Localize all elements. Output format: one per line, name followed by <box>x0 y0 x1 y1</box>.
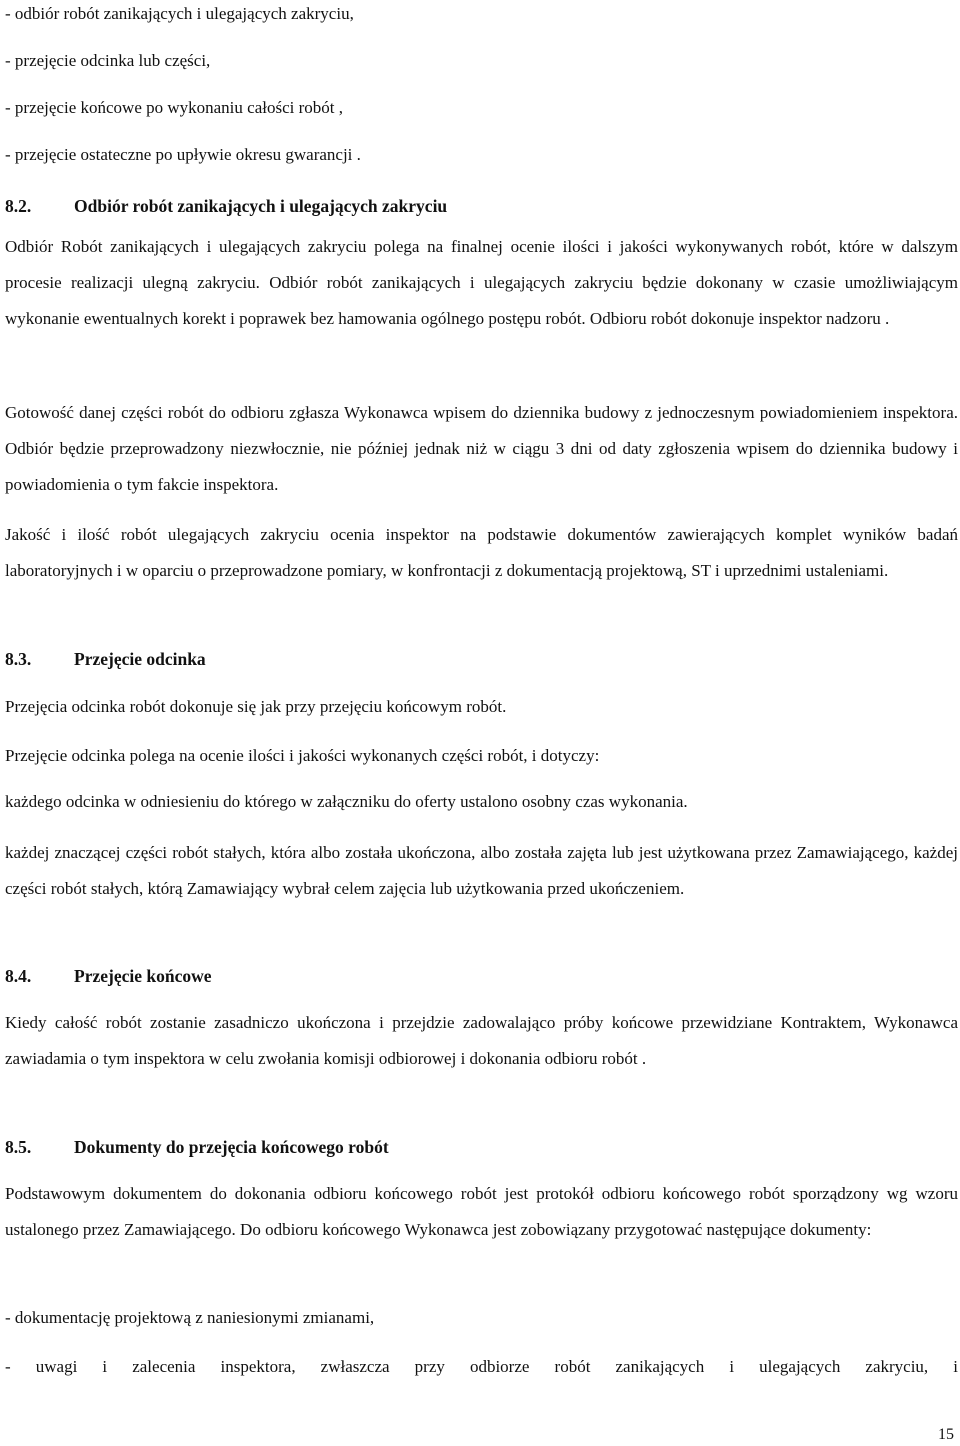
section-title: Odbiór robót zanikających i ulegających zakryciu <box>74 196 448 216</box>
paragraph: każdej znaczącej części robót stałych, która albo została ukończona, albo została zajęta lub jest użytkowana przez Zamawiającego, każdej części robót stałych, którą Zamawiający wybrał celem zajęcia lub użytkowania przed ukończeniem. <box>5 843 958 898</box>
list-item: - przejęcie końcowe po wykonaniu całości robót , <box>5 98 343 117</box>
section-title: Przejęcie końcowe <box>74 966 212 986</box>
paragraph: Kiedy całość robót zostanie zasadniczo ukończona i przejdzie zadowalająco próby końcowe przewidziane Kontraktem, Wykonawca zawiadamia o tym inspektora w celu zwołania komisji odbiorowej i dokonania odbioru robót . <box>5 1013 958 1068</box>
paragraph: Przejęcie odcinka polega na ocenie ilości i jakości wykonanych części robót, i dotyczy: <box>5 746 600 765</box>
paragraph: Odbiór Robót zanikających i ulegających zakryciu polega na finalnej ocenie ilości i jakości wykonywanych robót, które w dalszym procesie realizacji ulegną zakryciu. Odbiór robót zanikających i ulegających zakryciu będzie dokonany w czasie umożliwiającym wykonanie ewentualnych korekt i poprawek bez hamowania ogólnego postępu robót. Odbioru robót dokonuje inspektor nadzoru . <box>5 237 958 328</box>
list-item: - przejęcie odcinka lub części, <box>5 51 211 70</box>
paragraph: każdego odcinka w odniesieniu do którego w załączniku do oferty ustalono osobny czas wykonania. <box>5 792 688 811</box>
section-heading-8-5 <box>5 1136 389 1158</box>
list-item: - dokumentację projektową z naniesionymi zmianami, <box>5 1308 375 1327</box>
paragraph: Gotowość danej części robót do odbioru zgłasza Wykonawca wpisem do dziennika budowy z jednoczesnym powiadomieniem inspektora. Odbiór będzie przeprowadzony niezwłocznie, nie później jednak niż w ciągu 3 dni od daty zgłoszenia wpisem do dziennika budowy i powiadomienia o tym fakcie inspektora. <box>5 403 958 494</box>
paragraph: Jakość i ilość robót ulegających zakryciu ocenia inspektor na podstawie dokumentów zawierających komplet wyników badań laboratoryjnych i w oparciu o przeprowadzone pomiary, w konfrontacji z dokumentacją projektową, ST i uprzednimi ustaleniami. <box>5 525 958 580</box>
section-heading-8-3 <box>5 648 206 670</box>
section-title: Przejęcie odcinka <box>74 649 206 669</box>
page-number: 15 <box>938 1426 954 1443</box>
section-number: 8.5. <box>5 1137 32 1157</box>
section-heading-8-2 <box>5 195 447 217</box>
section-heading-8-4 <box>5 965 212 987</box>
list-item: - odbiór robót zanikających i ulegających zakryciu, <box>5 4 354 23</box>
section-number: 8.4. <box>5 966 32 986</box>
list-item: - uwagi i zalecenia inspektora, zwłaszcza przy odbiorze robót zanikających i ulegających zakryciu, i <box>5 1357 958 1376</box>
paragraph: Przejęcia odcinka robót dokonuje się jak przy przejęciu końcowym robót. <box>5 697 507 716</box>
list-item: - przejęcie ostateczne po upływie okresu gwarancji . <box>5 145 361 164</box>
section-number: 8.3. <box>5 649 32 669</box>
section-number: 8.2. <box>5 196 32 216</box>
paragraph: Podstawowym dokumentem do dokonania odbioru końcowego robót jest protokół odbioru końcowego robót sporządzony wg wzoru ustalonego przez Zamawiającego. Do odbioru końcowego Wykonawca jest zobowiązany przygotować następujące dokumenty: <box>5 1184 958 1239</box>
section-title: Dokumenty do przejęcia końcowego robót <box>74 1137 389 1157</box>
